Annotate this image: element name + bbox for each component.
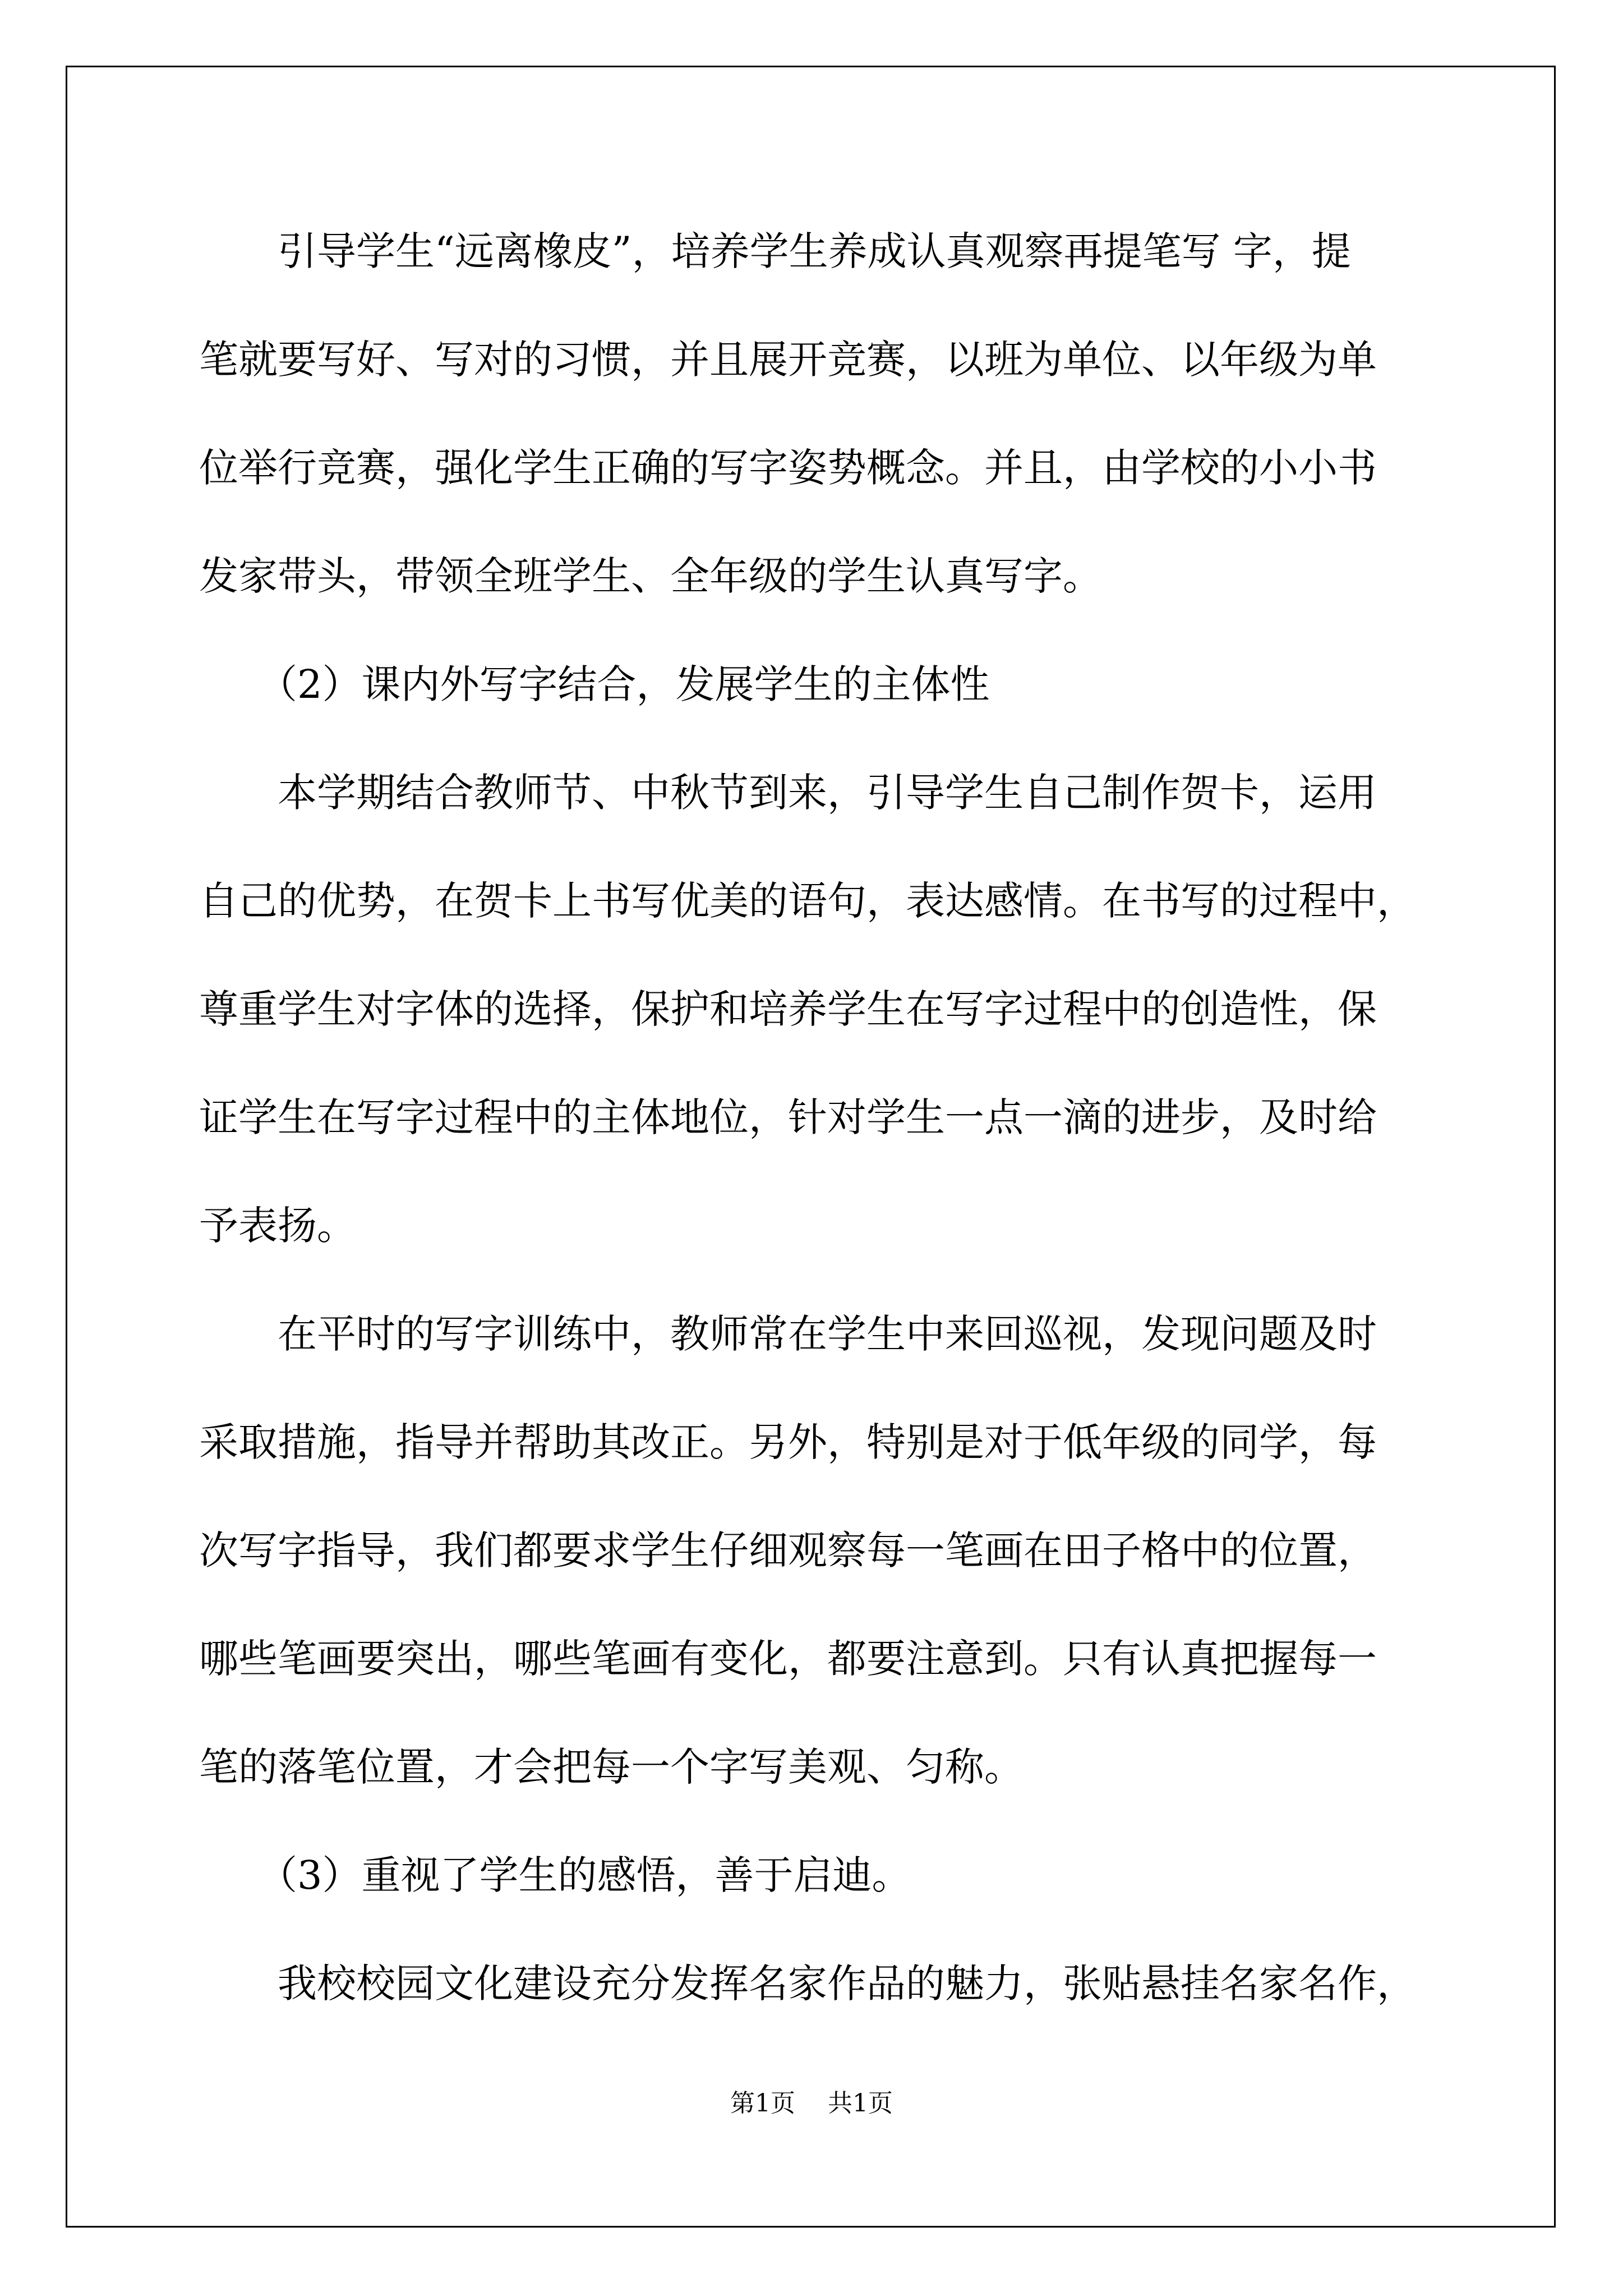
text-line: 哪些笔画要突出，哪些笔画有变化，都要注意到。只有认真把握每一	[199, 1636, 1377, 1682]
page-footer	[0, 2087, 1623, 2120]
text-line: 笔的落笔位置，才会把每一个字写美观、匀称。	[199, 1744, 1023, 1790]
text-line: 证学生在写字过程中的主体地位，针对学生一点一滴的进步，及时给	[199, 1094, 1377, 1140]
text-line: 我校校园文化建设充分发挥名家作品的魅力，张贴悬挂名家名作，	[199, 1961, 1416, 2007]
text-line: 笔就要写好、写对的习惯，并且展开竞赛，以班为单位、以年级为单	[199, 337, 1377, 383]
section-heading: （2）课内外写字结合，发展学生的主体性	[199, 661, 990, 707]
text-line: 予表扬。	[199, 1203, 356, 1249]
text-line: 位举行竞赛，强化学生正确的写字姿势概念。并且，由学校的小小书	[199, 445, 1377, 491]
text-line: 引导学生“远离橡皮”，培养学生养成认真观察再提笔写 字，提	[199, 228, 1351, 274]
text-line: 在平时的写字训练中，教师常在学生中来回巡视，发现问题及时	[199, 1311, 1377, 1357]
section-heading: （3）重视了学生的感悟，善于启迪。	[199, 1852, 911, 1898]
text-line: 次写字指导，我们都要求学生仔细观察每一笔画在田子格中的位置，	[199, 1527, 1377, 1573]
page-number-total: 共1页	[828, 2089, 893, 2118]
page-number-current: 第1页	[730, 2089, 795, 2118]
text-line: 尊重学生对字体的选择，保护和培养学生在写字过程中的创造性，保	[199, 986, 1377, 1032]
text-line: 本学期结合教师节、中秋节到来，引导学生自己制作贺卡，运用	[199, 770, 1377, 816]
text-line: 自己的优势，在贺卡上书写优美的语句，表达感情。在书写的过程中，	[199, 878, 1416, 924]
text-line: 采取措施，指导并帮助其改正。另外，特别是对于低年级的同学，每	[199, 1419, 1377, 1465]
text-line: 发家带头，带领全班学生、全年级的学生认真写字。	[199, 553, 1102, 599]
